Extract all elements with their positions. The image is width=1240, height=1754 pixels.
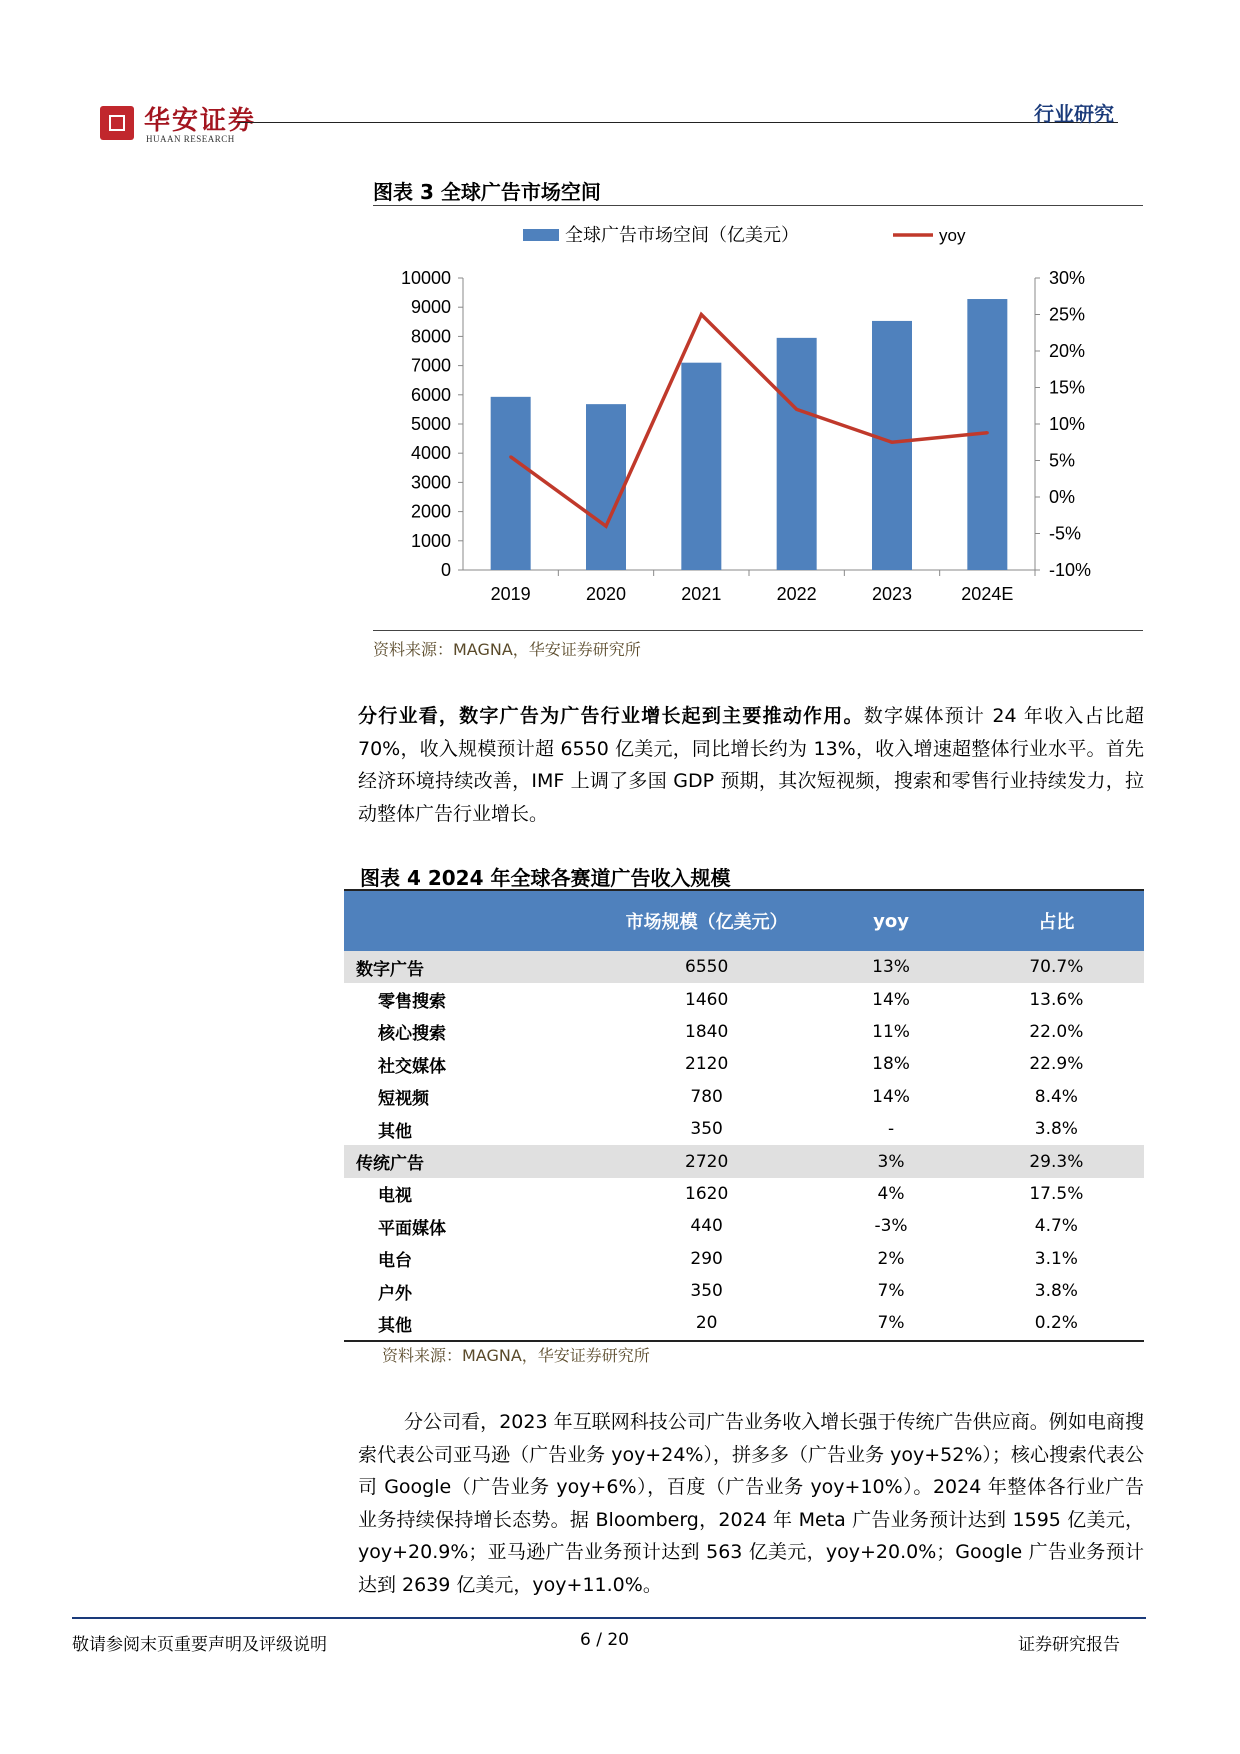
y-right-tick-label: -10% [1049,560,1092,580]
yoy-line [511,315,988,527]
y-right-tick-label: 25% [1049,304,1086,325]
yoy-point [986,431,989,434]
logo-text: 华安证券 [144,106,257,136]
table-row [344,983,1144,1015]
header-divider [238,122,1118,123]
row-share: 13.6% [1029,989,1084,1010]
y-left-tick-label: 10000 [400,268,451,288]
y-left-tick-label: 7000 [410,355,451,376]
y-left-tick-label: 8000 [410,326,451,347]
figure3-chart [373,215,1143,625]
bar [681,363,721,570]
footer-divider [72,1617,1146,1619]
table-row [344,1081,1144,1113]
yoy-point [795,408,798,411]
y-right-tick-label: 15% [1049,377,1086,398]
row-name: 电台 [378,1251,412,1272]
row-size: 440 [690,1216,723,1237]
bar [491,397,531,570]
row-share: 4.7% [1034,1216,1078,1237]
yoy-point [605,525,608,528]
bar [586,404,626,570]
row-yoy: 7% [813,1307,968,1340]
row-name: 其他 [378,1121,412,1142]
table-row [344,1048,1144,1080]
row-name: 其他 [344,1307,600,1340]
x-tick-label: 2024E [961,584,1014,604]
yoy-point [509,455,512,458]
figure3-title: 图表 3 全球广告市场空间 [373,180,601,204]
row-size: 20 [600,1307,813,1340]
y-right-tick-label: -5% [1049,523,1082,544]
row-name: 传统广告 [344,1145,600,1177]
table-row [344,1145,1144,1177]
x-tick-label: 2019 [490,584,531,604]
figure4-source: 资料来源：MAGNA，华安证券研究所 [382,1346,650,1365]
row-yoy: 13% [813,951,968,983]
table-row [344,1210,1144,1242]
paragraph-industry-body: 数字媒体预计 24 年收入占比超 70%，收入规模预计超 6550 亿美元，同比增长约为 13%，收入增速超整体行业水平。首先经济环境持续改善，IMF 上调了多国 GDP 预期，其次短视频，搜索和零售行业持续发力，拉动整体广告行业增长。 [358,705,1144,825]
legend-label-line: yoy [939,226,966,245]
bar [777,338,817,570]
y-left-tick-label: 9000 [410,297,451,318]
row-share: 3.8% [1034,1119,1078,1140]
logo-icon [100,106,134,140]
logo-subtext: HUAAN RESEARCH [146,134,235,144]
row-size: 2720 [600,1145,813,1177]
row-size: 1460 [685,989,729,1010]
row-yoy: 18% [872,1054,910,1075]
row-yoy: 4% [877,1183,905,1204]
row-share: 17.5% [1029,1183,1084,1204]
x-tick-label: 2021 [681,584,722,604]
table-row [344,1016,1144,1048]
footer-report-type: 证券研究报告 [1018,1635,1120,1655]
row-share: 8.4% [1034,1086,1078,1107]
figure3-bottom-rule [373,630,1143,631]
row-size: 6550 [600,951,813,983]
row-yoy: 7% [877,1281,905,1302]
x-tick-label: 2023 [871,584,913,604]
row-yoy: 11% [872,1021,910,1042]
row-size: 780 [690,1086,723,1107]
legend-label-bar: 全球广告市场空间（亿美元） [565,225,799,246]
y-right-tick-label: 5% [1049,450,1076,471]
figure3-source: 资料来源：MAGNA，华安证券研究所 [373,640,641,659]
row-share: 3.8% [1034,1281,1078,1302]
row-share: 22.9% [1029,1054,1084,1075]
table-row [344,1178,1144,1210]
row-yoy: -3% [874,1216,908,1237]
row-yoy: 14% [872,1086,910,1107]
row-share: 3.1% [1034,1248,1078,1269]
table-header-name [344,890,600,951]
section-label: 行业研究 [1034,102,1114,126]
y-left-tick-label: 4000 [410,443,451,464]
row-yoy: 3% [813,1145,968,1177]
table-header-share: 占比 [969,890,1144,951]
table-row [344,951,1144,983]
table-header-yoy: yoy [813,890,968,951]
yoy-point [891,441,894,444]
row-size: 1840 [685,1021,729,1042]
paragraph-industry [358,700,1144,830]
row-name: 数字广告 [344,951,600,983]
table-row [344,1113,1144,1145]
row-name: 电视 [378,1186,412,1207]
paragraph-company: 分公司看，2023 年互联网科技公司广告业务收入增长强于传统广告供应商。例如电商搜索代表公司亚马逊（广告业务 yoy+24%），拼多多（广告业务 yoy+52%）；核心搜索代表公司 Google（广告业务 yoy+6%），百度（广告业务 yoy+10%）。2024 年整体各行业广告业务持续保持增长态势。据 Bloomberg，2024 年 Meta 广告业务预计达到 1595 亿美元，yoy+20.9%；亚马逊广告业务预计达到 563 亿美元，yoy+20.0%；Google 广告业务预计达到 2639 亿美元，yoy+11.0%。 [358,1411,1144,1596]
row-share: 0.2% [969,1307,1144,1340]
row-size: 350 [690,1281,723,1302]
x-tick-label: 2020 [585,584,627,604]
y-right-tick-label: 30% [1049,268,1086,288]
row-name: 户外 [378,1283,412,1304]
row-name: 零售搜索 [378,992,446,1013]
row-share: 29.3% [969,1145,1144,1177]
figure4-table [344,889,1144,1342]
paragraph-industry-lead: 分行业看，数字广告为广告行业增长起到主要推动作用。 [358,705,864,727]
x-tick-label: 2022 [776,584,817,604]
y-left-tick-label: 1000 [410,530,451,551]
table-row [344,1307,1144,1340]
table-header-size: 市场规模（亿美元） [600,890,813,951]
row-name: 社交媒体 [378,1056,446,1077]
row-size: 350 [690,1119,723,1140]
row-share: 22.0% [1029,1021,1084,1042]
row-size: 1620 [685,1183,729,1204]
bar [872,321,912,570]
row-yoy: 2% [877,1248,905,1269]
table-row [344,1275,1144,1307]
yoy-point [700,313,703,316]
y-left-tick-label: 6000 [410,384,451,405]
y-right-tick-label: 10% [1049,414,1086,434]
page-number: 6 / 20 [580,1630,629,1650]
row-size: 2120 [685,1054,729,1075]
row-yoy: - [887,1119,895,1140]
table-row [344,1243,1144,1275]
row-name: 短视频 [378,1089,429,1110]
row-name: 平面媒体 [378,1218,446,1239]
y-left-tick-label: 2000 [410,501,451,522]
row-share: 70.7% [969,951,1144,983]
figure4-title: 图表 4 2024 年全球各赛道广告收入规模 [360,866,731,890]
y-left-tick-label: 0 [440,560,451,580]
legend-swatch-bar [523,229,559,241]
y-left-tick-label: 3000 [410,472,451,493]
row-size: 290 [690,1248,723,1269]
row-yoy: 14% [872,989,910,1010]
row-name: 核心搜索 [378,1024,446,1045]
figure3-top-rule [373,205,1143,206]
y-right-tick-label: 20% [1049,341,1086,361]
y-right-tick-label: 0% [1049,487,1076,507]
y-left-tick-label: 5000 [410,414,451,434]
table-header-row [344,890,1144,951]
footer-disclaimer: 敬请参阅末页重要声明及评级说明 [72,1635,327,1655]
